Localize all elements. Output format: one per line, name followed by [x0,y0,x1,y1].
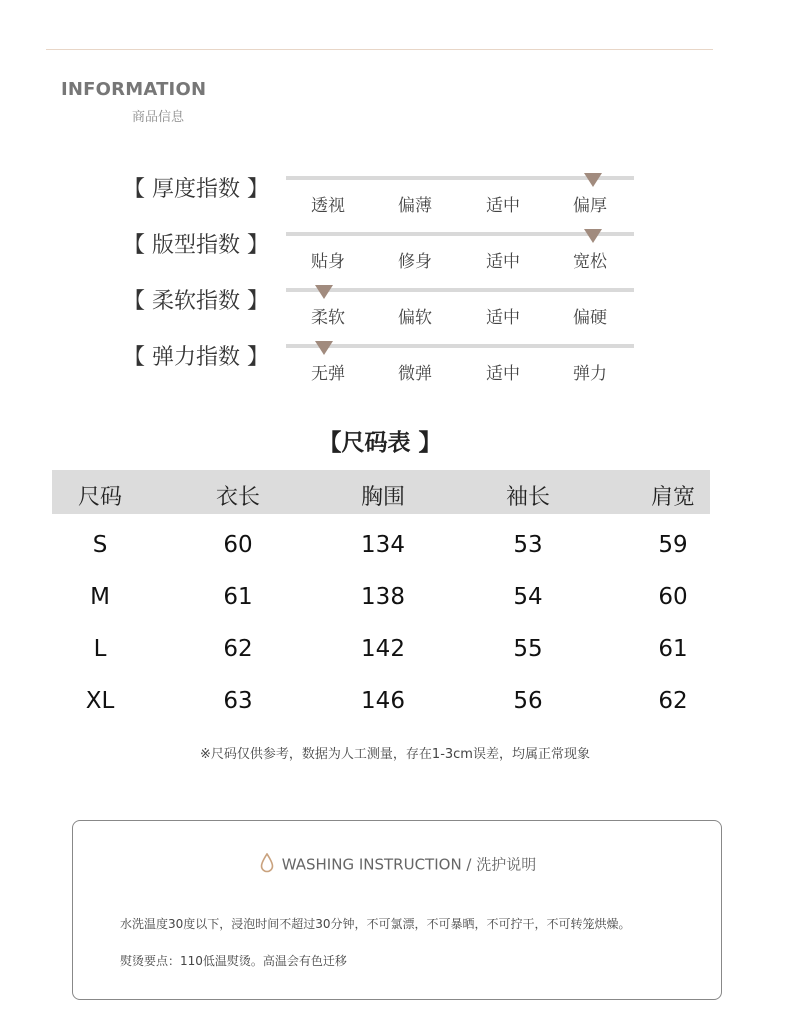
index-option: 修身 [398,252,432,272]
table-cell: 134 [361,532,405,558]
index-marker-icon [315,341,333,355]
table-cell: 142 [361,636,405,662]
index-scale-bar [286,232,634,236]
washing-header [73,853,723,877]
size-column-header: 袖长 [505,485,550,510]
table-cell: 138 [361,584,405,610]
index-scale-bar [286,288,634,292]
size-table-note: ※尺码仅供参考，数据为人工测量，存在1-3cm误差，均属正常现象 [200,747,590,762]
washing-instruction-box [72,820,722,1000]
index-option: 适中 [486,252,520,272]
table-cell: 55 [513,636,543,662]
table-cell: 62 [658,688,688,714]
index-option: 微弹 [398,364,432,384]
table-cell: 60 [658,584,688,610]
index-scale-bar [286,176,634,180]
size-column-header: 尺码 [77,485,122,510]
index-row [0,172,790,222]
washing-title: WASHING INSTRUCTION / 洗护说明 [281,855,537,874]
size-column-header: 肩宽 [650,485,695,510]
index-option: 宽松 [573,252,607,272]
table-row [52,688,710,728]
index-marker-icon [315,285,333,299]
index-label: 【 版型指数 】 [123,233,269,258]
table-cell: 56 [513,688,543,714]
index-label: 【 厚度指数 】 [123,177,269,202]
index-option: 偏软 [398,308,432,328]
index-option: 无弹 [311,364,345,384]
size-table-header [52,470,710,514]
table-cell: 59 [658,532,688,558]
index-option: 适中 [486,364,520,384]
index-option: 偏厚 [573,196,607,216]
section-title: INFORMATION [61,79,207,100]
index-option: 透视 [311,196,345,216]
index-marker-icon [584,173,602,187]
index-option: 适中 [486,196,520,216]
table-cell: 62 [223,636,253,662]
index-row [0,340,790,390]
water-drop-icon [260,853,274,877]
table-row [52,636,710,676]
table-cell: M [90,584,110,610]
washing-line-2: 熨烫要点：110低温熨烫。高温会有色迁移 [120,954,347,968]
size-table-title: 【尺码表 】 [318,430,442,456]
index-option: 偏薄 [398,196,432,216]
top-divider [46,49,713,50]
index-option: 柔软 [311,308,345,328]
table-cell: 61 [223,584,253,610]
index-marker-icon [584,229,602,243]
section-subtitle: 商品信息 [132,110,185,125]
index-option: 贴身 [311,252,345,272]
table-cell: 53 [513,532,543,558]
size-column-header: 衣长 [215,485,260,510]
table-cell: XL [85,688,115,714]
size-column-header: 胸围 [360,485,405,510]
index-row [0,228,790,278]
table-cell: 54 [513,584,543,610]
table-cell: L [93,636,107,662]
table-cell: 63 [223,688,253,714]
index-option: 适中 [486,308,520,328]
washing-line-1: 水洗温度30度以下，浸泡时间不超过30分钟，不可氯漂，不可暴晒，不可拧干，不可转笼烘燥。 [120,917,631,931]
table-row [52,532,710,572]
table-cell: 61 [658,636,688,662]
index-option: 偏硬 [573,308,607,328]
index-scale-bar [286,344,634,348]
table-cell: S [92,532,108,558]
table-cell: 146 [361,688,405,714]
index-label: 【 弹力指数 】 [123,345,269,370]
index-option: 弹力 [573,364,607,384]
index-label: 【 柔软指数 】 [123,289,269,314]
index-row [0,284,790,334]
table-cell: 60 [223,532,253,558]
table-row [52,584,710,624]
